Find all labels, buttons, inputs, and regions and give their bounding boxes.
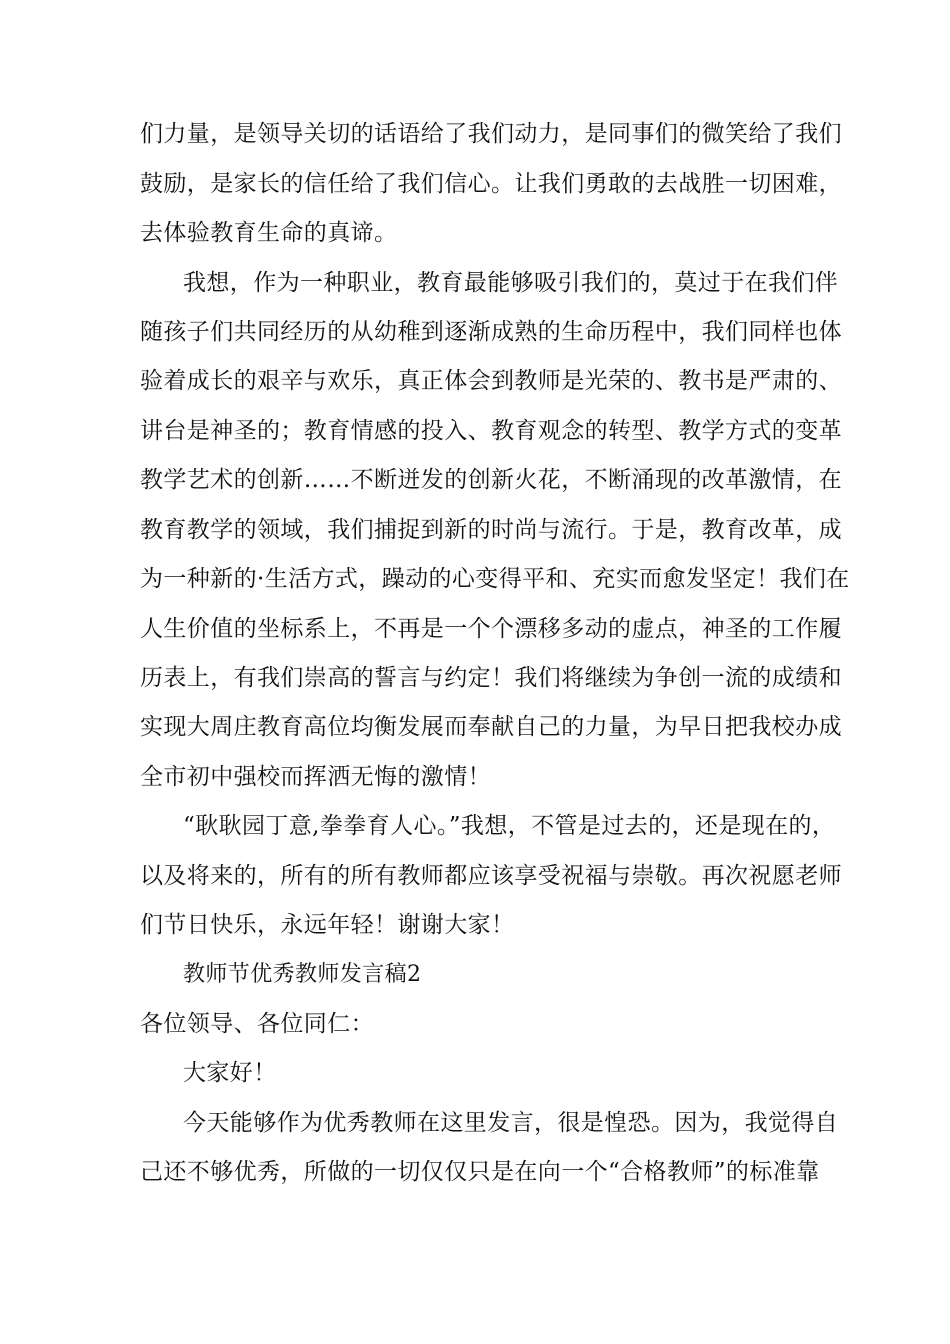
text-line: 为一种新的·生活方式，躁动的心变得平和、充实而愈发坚定！我们在 bbox=[140, 566, 850, 592]
section-title: 教师节优秀教师发言稿2 bbox=[183, 962, 422, 987]
text-line: 我想，作为一种职业，教育最能够吸引我们的，莫过于在我们伴 bbox=[183, 270, 839, 296]
text-line: 讲台是神圣的；教育情感的投入、教育观念的转型、教学方式的变革 bbox=[140, 418, 842, 444]
text-line: 今天能够作为优秀教师在这里发言，很是惶恐。因为，我觉得自 bbox=[183, 1110, 839, 1136]
text-line: “耿耿园丁意,拳拳育人心。”我想，不管是过去的，还是现在的， bbox=[183, 813, 836, 839]
text-line: 鼓励，是家长的信任给了我们信心。让我们勇敢的去战胜一切困难， bbox=[140, 171, 842, 197]
text-line: 以及将来的，所有的所有教师都应该享受祝福与崇敬。再次祝愿老师 bbox=[140, 863, 842, 889]
text-line: 们力量，是领导关切的话语给了我们动力，是同事们的微笑给了我们 bbox=[140, 121, 842, 147]
text-line: 去体验教育生命的真谛。 bbox=[140, 220, 398, 246]
text-line: 全市初中强校而挥洒无悔的激情！ bbox=[140, 764, 491, 790]
text-line: 实现大周庄教育高位均衡发展而奉献自己的力量，为早日把我校办成 bbox=[140, 714, 842, 740]
text-line: 己还不够优秀，所做的一切仅仅只是在向一个“合格教师”的标准靠 bbox=[140, 1159, 820, 1185]
text-line: 们节日快乐，永远年轻！谢谢大家！ bbox=[140, 912, 515, 938]
text-line: 人生价值的坐标系上，不再是一个个漂移多动的虚点，神圣的工作履 bbox=[140, 616, 842, 642]
greeting: 大家好！ bbox=[183, 1060, 277, 1086]
text-line: 验着成长的艰辛与欢乐，真正体会到教师是光荣的、教书是严肃的、 bbox=[140, 368, 842, 394]
text-line: 教学艺术的创新……不断迸发的创新火花，不断涌现的改革激情，在 bbox=[140, 467, 842, 493]
text-line: 教育教学的领域，我们捕捉到新的时尚与流行。于是，教育改革，成 bbox=[140, 517, 842, 543]
text-line: 随孩子们共同经历的从幼稚到逐渐成熟的生命历程中，我们同样也体 bbox=[140, 319, 842, 345]
text-line: 历表上，有我们崇高的誓言与约定！我们将继续为争创一流的成绩和 bbox=[140, 665, 842, 691]
salutation: 各位领导、各位同仁： bbox=[140, 1011, 374, 1037]
